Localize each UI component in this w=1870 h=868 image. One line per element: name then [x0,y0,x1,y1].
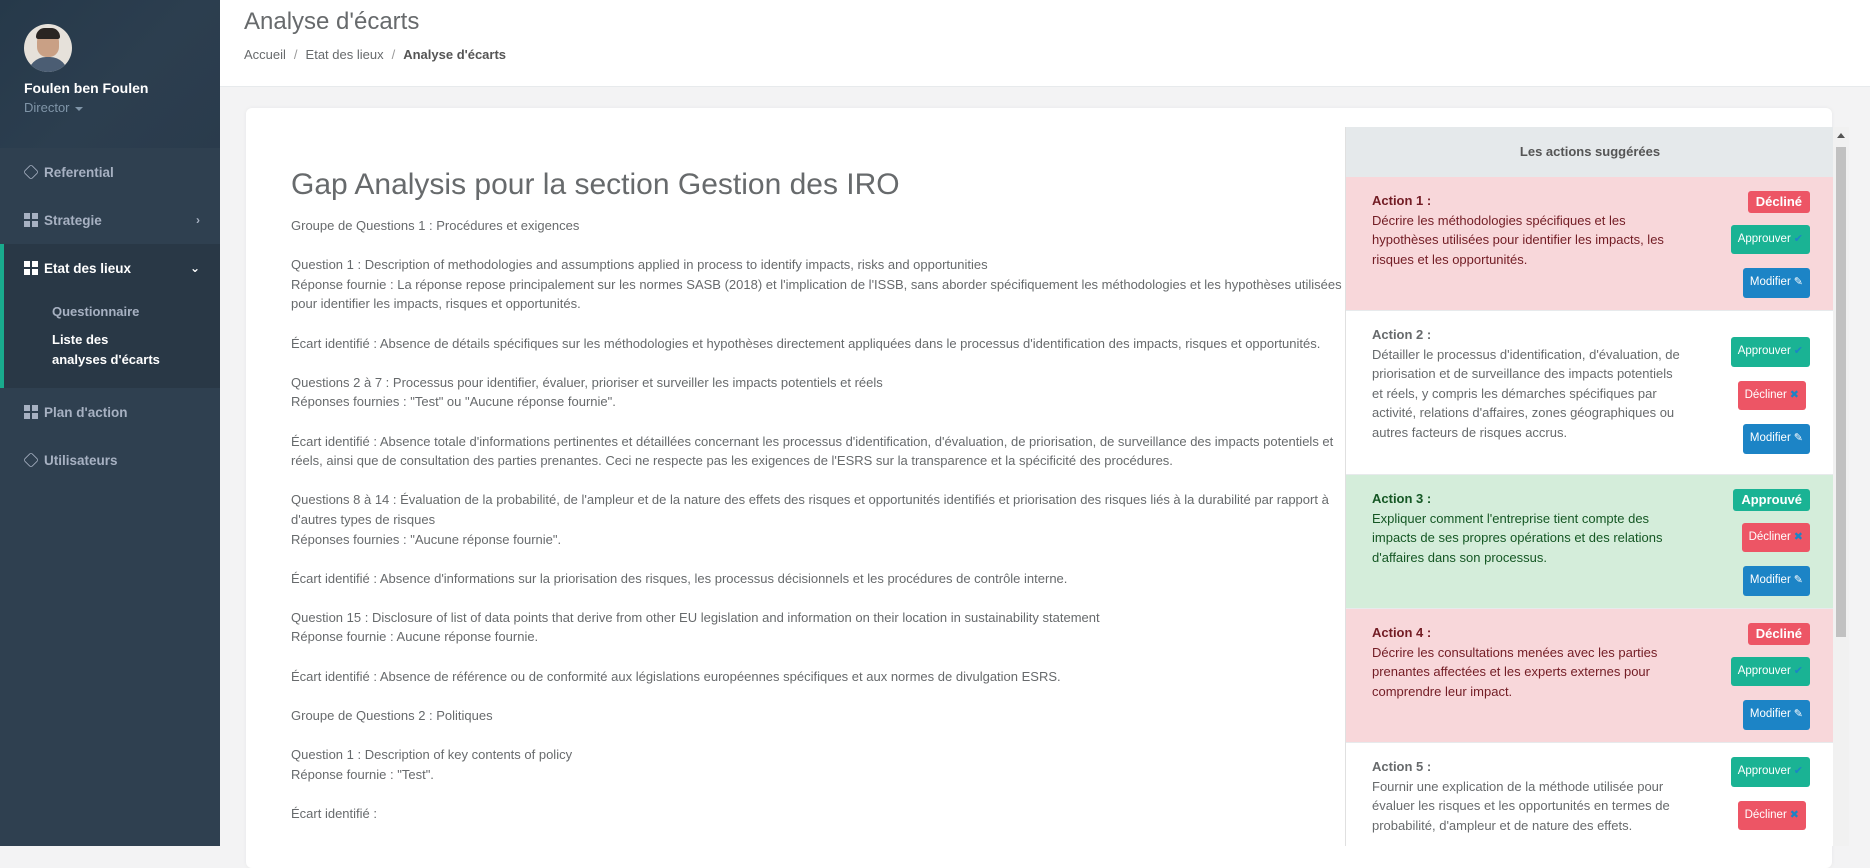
edit-icon: ✎ [1793,708,1803,721]
sidebar-item-strategie[interactable] [0,196,220,244]
breadcrumb-item-accueil[interactable]: Accueil [244,47,286,62]
approve-button[interactable]: Approuver ✔ [1731,337,1810,367]
paragraph: Écart identifié : Absence totale d'informations pertinentes et détaillées concernant les processus d'identification, d'évaluation, de priorisation, de surveillance des impacts potentiels et réels, ainsi que de consultation des parties prenantes. Ceci ne respecte pas les exigences de l'ESRS sur la transparence et la spécificité des procédures. [291,433,1334,469]
gap-analysis-content [291,168,1346,843]
sidebar-item-label: Strategie [44,212,102,228]
close-icon: ✖ [1793,530,1803,543]
paragraph: Écart identifié : Absence d'informations sur la priorisation des risques, les processus décisionnels et les procédures de contrôle interne. [291,570,1068,586]
check-icon: ✔ [1793,232,1803,245]
chevron-right-icon: › [196,213,200,227]
status-badge: Approuvé [1733,489,1810,511]
breadcrumb [244,47,506,62]
breadcrumb-separator: / [391,47,396,62]
action-title: Action 3 : [1372,491,1432,506]
decline-button[interactable]: Décliner ✖ [1742,523,1810,553]
action-title: Action 1 : [1372,193,1432,208]
action-title: Action 2 : [1372,327,1432,342]
sidebar-item-utilisateurs[interactable] [0,436,220,484]
panel-scrollbar[interactable] [1833,127,1849,846]
modify-button[interactable]: Modifier ✎ [1743,566,1810,596]
edit-icon: ✎ [1793,276,1803,289]
breadcrumb-item-current: Analyse d'écarts [403,47,507,62]
sidebar-item-referential[interactable] [0,148,220,196]
action-card [1346,311,1834,475]
page-header [220,0,1870,87]
sidebar-item-label: Plan d'action [44,404,128,420]
decline-button[interactable]: Décliner ✖ [1738,381,1806,411]
status-badge: Décliné [1748,623,1810,645]
user-role-dropdown[interactable] [24,100,220,115]
user-role-label: Director [24,100,70,115]
grid-icon [24,261,38,275]
check-icon: ✔ [1793,345,1803,357]
sidebar-item-label: Utilisateurs [44,452,118,468]
grid-icon [24,405,38,419]
sidebar [0,0,220,846]
sidebar-item-plan-action[interactable] [0,388,220,436]
paragraph: Question 15 : Disclosure of list of data points that derive from other EU legislation and information on their location in sustainability statement Réponse fournie : Aucune réponse fournie. [291,609,1100,645]
paragraph: Questions 8 à 14 : Évaluation de la probabilité, de l'ampleur et de la nature des effets des risques et opportunités identifiés et priorisation des risques liés à la durabilité par rapport à d'autres types de risques Réponses fournies : "Aucune réponse fournie". [291,492,1329,547]
panel-title: Les actions suggérées [1346,127,1834,177]
paragraph: Écart identifié : Absence de détails spécifiques sur les méthodologies et hypothèses directement appliquées dans le processus d'identification des impacts, risques et opportunités. [291,335,1321,351]
sidebar-item-label: Referential [44,164,114,180]
page-title: Analyse d'écarts [244,8,420,35]
scrollbar-thumb[interactable] [1836,147,1846,637]
paragraph: Groupe de Questions 2 : Politiques [291,707,493,723]
action-text: Expliquer comment l'entreprise tient compte des impacts de ses propres opérations et des relations d'affaires dans son processus. [1372,510,1663,565]
modify-button[interactable]: Modifier ✎ [1743,700,1810,730]
check-icon: ✔ [1793,664,1803,677]
link-icon [24,453,38,467]
modify-button[interactable]: Modifier ✎ [1743,424,1810,454]
chevron-down-icon: ⌄ [189,261,200,275]
check-icon: ✔ [1793,765,1803,777]
paragraph: Écart identifié : [291,805,377,821]
sidebar-item-label: Etat des lieux [44,260,132,276]
action-card [1346,609,1834,743]
action-card [1346,475,1834,609]
paragraph: Écart identifié : Absence de référence ou de conformité aux législations européennes spécifiques et aux normes de divulgation ESRS. [291,668,1061,684]
modify-button[interactable]: Modifier ✎ [1743,268,1810,298]
paragraph: Questions 2 à 7 : Processus pour identifier, évaluer, prioriser et surveiller les impacts potentiels et réels Réponses fournies : "Test" ou "Aucune réponse fournie". [291,374,883,410]
status-badge: Décliné [1748,191,1810,213]
sidebar-item-etat-des-lieux[interactable] [4,244,220,292]
action-text: Décrire les consultations menées avec les parties prenantes affectées et les experts externes pour comprendre leur impact. [1372,644,1658,699]
paragraph: Groupe de Questions 1 : Procédures et exigences [291,218,580,233]
approve-button[interactable]: Approuver ✔ [1731,757,1810,787]
link-icon [24,165,38,179]
action-card [1346,743,1834,846]
avatar[interactable] [24,24,72,72]
breadcrumb-separator: / [293,47,298,62]
suggested-actions-panel[interactable] [1345,127,1834,846]
close-icon: ✖ [1789,388,1799,401]
paragraph: Question 1 : Description of methodologies and assumptions applied in process to identify impacts, risks and opportunities Réponse fournie : La réponse repose principalement sur les normes SASB (2018) et l'implication de l'ISSB, sans aborder spécifiquement les méthodologies et les hypothèses utilisées pour identifier les impacts, risques et opportunités. [291,257,1342,312]
profile-block [0,0,220,148]
close-icon: ✖ [1789,808,1799,821]
decline-button[interactable]: Décliner ✖ [1738,801,1806,831]
action-title: Action 4 : [1372,625,1432,640]
grid-icon [24,213,38,227]
sidebar-active-section [0,244,220,388]
sidebar-submenu [4,292,220,388]
edit-icon: ✎ [1793,432,1803,445]
action-text: Détailler le processus d'identification, d'évaluation, de priorisation et de surveillance des impacts potentiels et réels, y compris les démarches spécifiques par activité, relations d'affaires, zones géographiques ou autres facteurs de risques accrus. [1372,346,1680,440]
approve-button[interactable]: Approuver ✔ [1731,225,1810,255]
caret-down-icon [75,107,83,111]
action-title: Action 5 : [1372,759,1432,774]
edit-icon: ✎ [1793,574,1803,587]
breadcrumb-item-etat-des-lieux[interactable]: Etat des lieux [305,47,384,62]
scroll-up-icon[interactable] [1837,133,1845,138]
submenu-item-questionnaire[interactable]: Questionnaire [52,304,140,319]
submenu-item-liste-analyses[interactable]: Liste des analyses d'écarts [52,332,160,367]
user-name: Foulen ben Foulen [24,80,149,96]
action-text: Décrire les méthodologies spécifiques et les hypothèses utilisées pour identifier les impacts, les risques et les opportunités. [1372,212,1664,267]
action-text: Fournir une explication de la méthode utilisée pour évaluer les risques et les opportunités en termes de probabilité, d'ampleur et de nature des effets. [1372,778,1670,833]
action-card [1346,177,1834,311]
approve-button[interactable]: Approuver ✔ [1731,657,1810,687]
paragraph: Question 1 : Description of key contents of policy Réponse fournie : "Test". [291,747,573,782]
gap-analysis-title: Gap Analysis pour la section Gestion des IRO [291,168,900,201]
